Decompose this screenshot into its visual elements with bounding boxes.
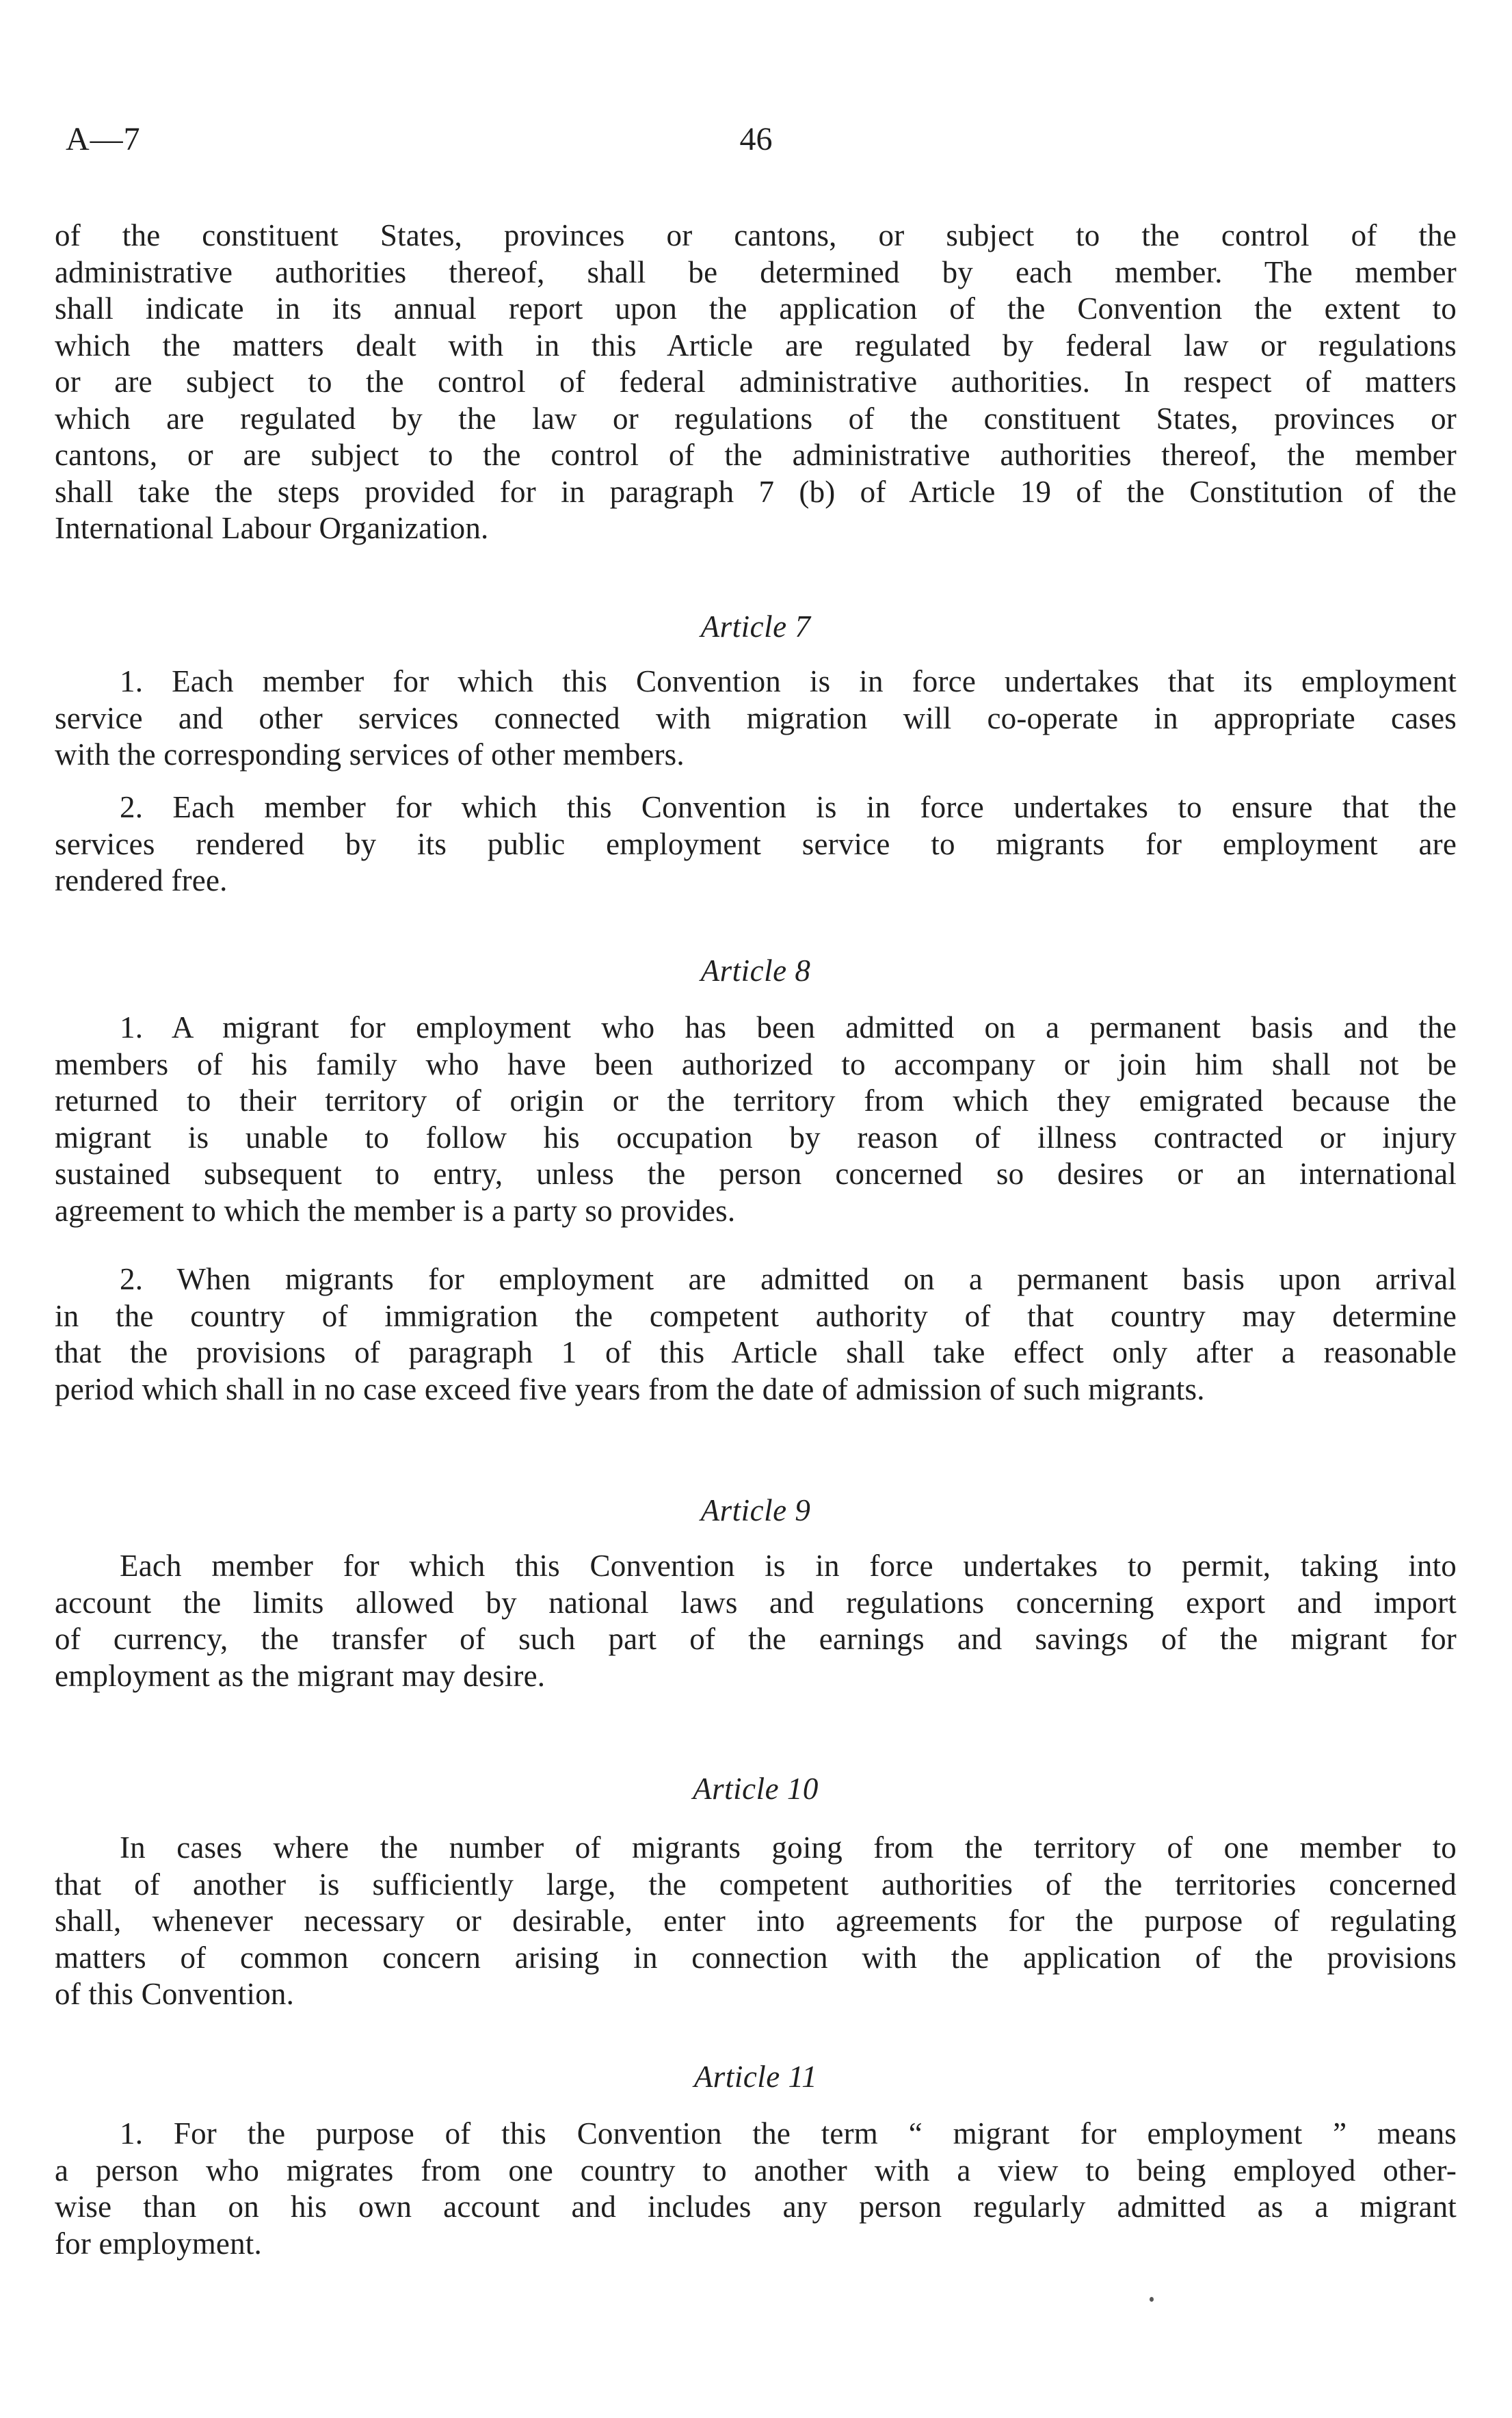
- text-line: shall indicate in its annual report upon the application of the Convention the extent to: [55, 291, 1457, 326]
- text-line: employment as the migrant may desire.: [55, 1658, 546, 1693]
- text-line: 1. Each member for which this Convention is in force undertakes that its employment: [120, 664, 1457, 698]
- text-line: period which shall in no case exceed five years from the date of admission of such migrants.: [55, 1371, 1205, 1406]
- paragraph: [55, 789, 1457, 899]
- text-line: with the corresponding services of other members.: [55, 737, 685, 772]
- paragraph: [55, 663, 1457, 774]
- text-line: which are regulated by the law or regulations of the constituent States, provinces or: [55, 401, 1457, 436]
- text-line: In cases where the number of migrants going from the territory of one member to: [120, 1830, 1457, 1865]
- article-heading: Article 9: [700, 1493, 811, 1527]
- paragraph: [55, 1830, 1457, 2013]
- text-line: or are subject to the control of federal administrative authorities. In respect of matters: [55, 365, 1457, 399]
- text-line: in the country of immigration the competent authority of that country may determine: [55, 1298, 1457, 1333]
- text-line: shall, whenever necessary or desirable, enter into agreements for the purpose of regulating: [55, 1904, 1457, 1938]
- paragraph: [55, 2116, 1457, 2262]
- paragraph: [55, 1261, 1457, 1408]
- text-line: matters of common concern arising in connection with the application of the provisions: [55, 1940, 1457, 1975]
- text-line: service and other services connected with migration will co-operate in appropriate cases: [55, 700, 1457, 735]
- text-line: administrative authorities thereof, shall be determined by each member. The member: [55, 254, 1457, 289]
- text-line: that the provisions of paragraph 1 of this Article shall take effect only after a reasonable: [55, 1335, 1457, 1369]
- text-line: of this Convention.: [55, 1977, 295, 2011]
- text-line: a person who migrates from one country to another with a view to being employed other-: [55, 2153, 1457, 2187]
- text-line: that of another is sufficiently large, the competent authorities of the territories concerned: [55, 1867, 1457, 1902]
- text-line: rendered free.: [55, 863, 228, 897]
- text-line: sustained subsequent to entry, unless the person concerned so desires or an international: [55, 1157, 1457, 1191]
- text-line: services rendered by its public employment service to migrants for employment are: [55, 826, 1457, 861]
- text-line: for employment.: [55, 2226, 262, 2261]
- text-line: of the constituent States, provinces or cantons, or subject to the control of the: [55, 218, 1457, 252]
- text-line: cantons, or are subject to the control of the administrative authorities thereof, the member: [55, 438, 1457, 472]
- text-line: agreement to which the member is a party so provides.: [55, 1193, 736, 1228]
- paragraph: [55, 1010, 1457, 1229]
- ink-speck: [1150, 2297, 1154, 2302]
- article-heading: Article 7: [700, 609, 811, 644]
- paragraph: [55, 218, 1457, 547]
- text-line: 2. Each member for which this Convention is in force undertakes to ensure that the: [120, 790, 1457, 824]
- article-heading: Article 10: [693, 1772, 819, 1806]
- header-page-number: 46: [739, 121, 773, 157]
- article-heading: Article 8: [700, 954, 811, 988]
- header-document-code: A—7: [66, 121, 141, 157]
- text-line: 1. For the purpose of this Convention the term “ migrant for employment ” means: [120, 2116, 1457, 2151]
- text-line: International Labour Organization.: [55, 511, 489, 545]
- text-line: migrant is unable to follow his occupation by reason of illness contracted or injury: [55, 1120, 1457, 1155]
- paragraph: [55, 1548, 1457, 1694]
- text-line: wise than on his own account and includes any person regularly admitted as a migrant: [55, 2190, 1457, 2224]
- text-line: members of his family who have been authorized to accompany or join him shall not be: [55, 1047, 1457, 1081]
- text-line: of currency, the transfer of such part of the earnings and savings of the migrant for: [55, 1622, 1457, 1656]
- text-line: shall take the steps provided for in paragraph 7 (b) of Article 19 of the Constitution of the: [55, 474, 1457, 509]
- text-line: which the matters dealt with in this Article are regulated by federal law or regulations: [55, 328, 1457, 363]
- article-heading: Article 11: [693, 2060, 818, 2094]
- text-line: 1. A migrant for employment who has been admitted on a permanent basis and the: [120, 1010, 1457, 1044]
- text-line: Each member for which this Convention is in force undertakes to permit, taking into: [120, 1549, 1457, 1583]
- text-line: account the limits allowed by national laws and regulations concerning export and import: [55, 1585, 1457, 1620]
- text-line: returned to their territory of origin or the territory from which they emigrated because the: [55, 1083, 1457, 1118]
- text-line: 2. When migrants for employment are admitted on a permanent basis upon arrival: [120, 1262, 1457, 1296]
